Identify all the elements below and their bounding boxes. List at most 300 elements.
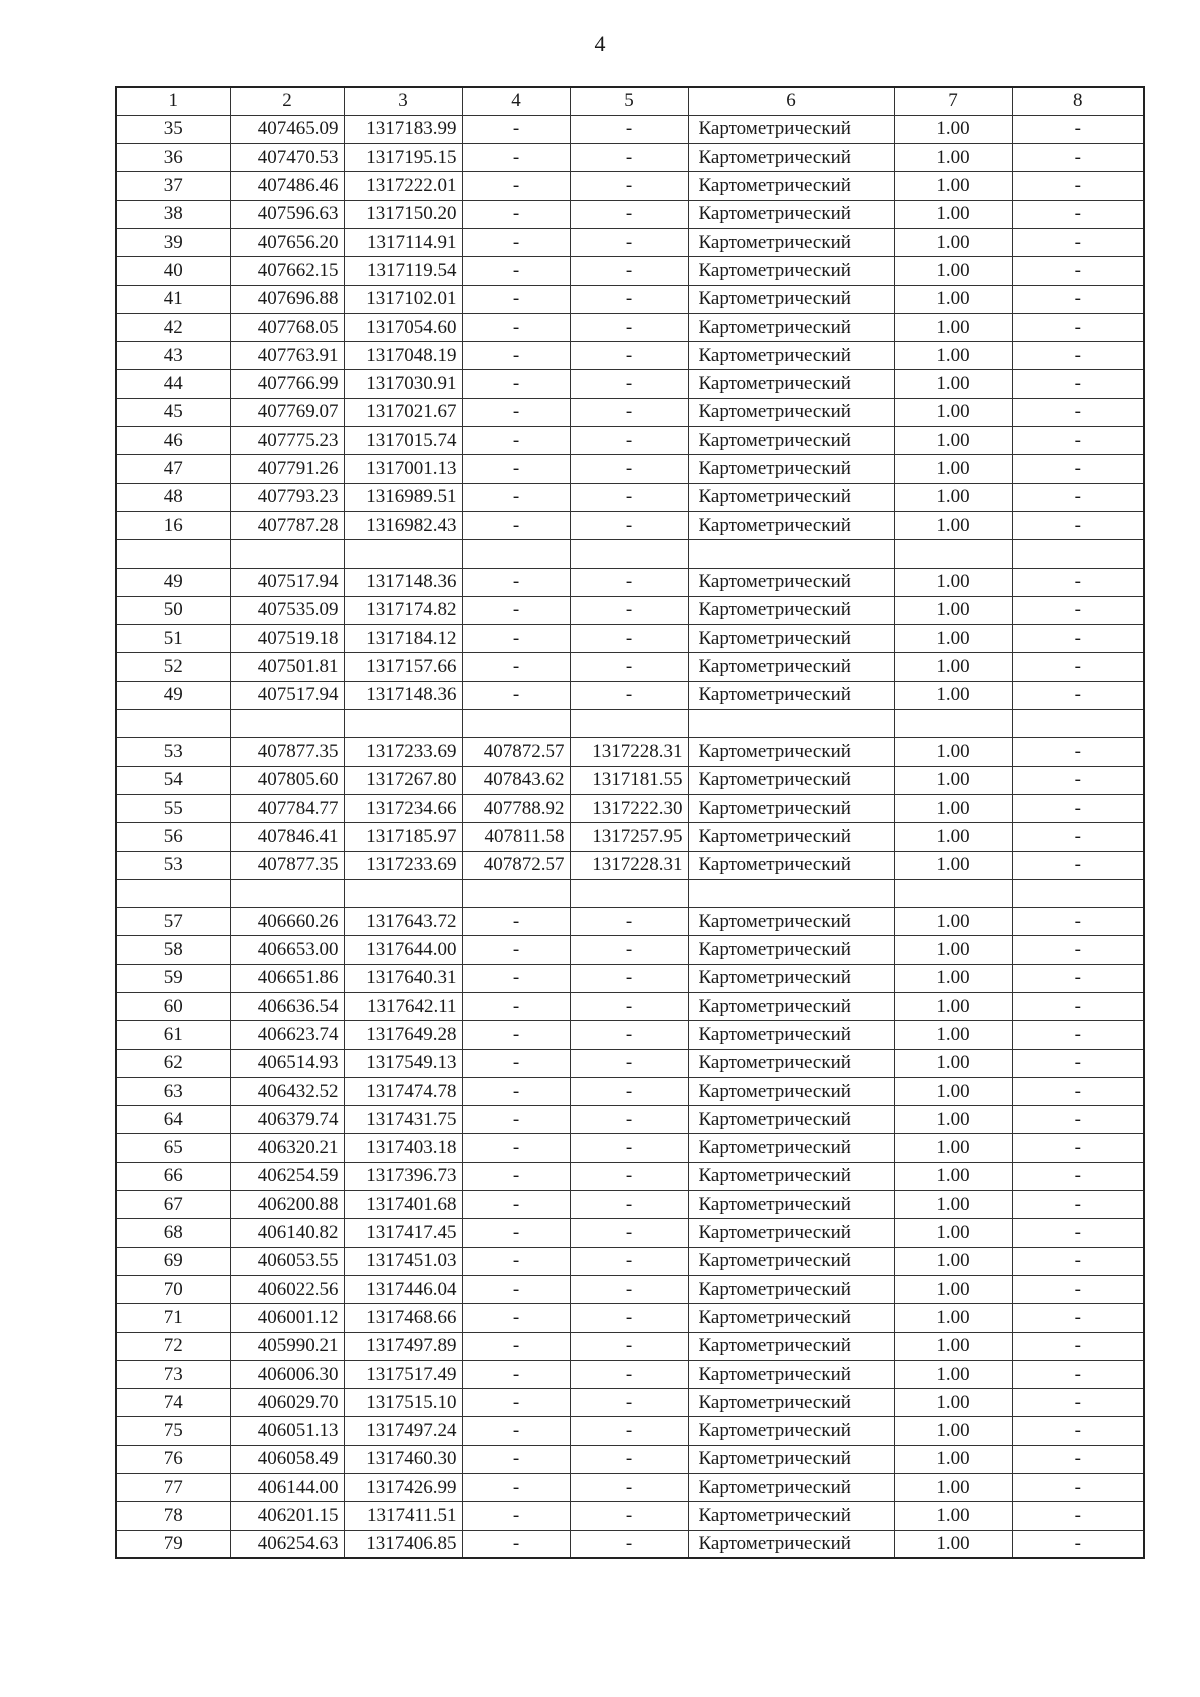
y-prev-cell: - (570, 964, 688, 992)
method-cell: Картометрический (688, 228, 894, 256)
accuracy-cell: 1.00 (894, 1247, 1012, 1275)
y-prev-cell: - (570, 653, 688, 681)
method-cell: Картометрический (688, 964, 894, 992)
method-cell: Картометрический (688, 1191, 894, 1219)
y-coordinate-cell: 1317150.20 (344, 200, 462, 228)
point-number-cell: 56 (116, 823, 230, 851)
x-coordinate-cell: 406514.93 (230, 1049, 344, 1077)
y-coordinate-cell: 1317148.36 (344, 568, 462, 596)
y-coordinate-cell: 1317643.72 (344, 908, 462, 936)
accuracy-cell: 1.00 (894, 1191, 1012, 1219)
accuracy-cell: 1.00 (894, 1530, 1012, 1558)
x-coordinate-cell: 407596.63 (230, 200, 344, 228)
coordinates-table (115, 86, 1145, 1559)
x-coordinate-cell: 407517.94 (230, 681, 344, 709)
note-cell (1012, 879, 1144, 907)
note-cell: - (1012, 115, 1144, 143)
table-separator-row (116, 710, 1144, 738)
x-prev-cell: - (462, 427, 570, 455)
method-cell: Картометрический (688, 596, 894, 624)
x-coordinate-cell: 407769.07 (230, 398, 344, 426)
point-number-cell: 37 (116, 172, 230, 200)
header-cell: 1 (116, 87, 230, 115)
x-coordinate-cell: 406651.86 (230, 964, 344, 992)
table-row (116, 851, 1144, 879)
y-prev-cell: - (570, 483, 688, 511)
method-cell: Картометрический (688, 144, 894, 172)
y-prev-cell: - (570, 228, 688, 256)
method-cell (688, 540, 894, 568)
point-number-cell (116, 879, 230, 907)
point-number-cell: 47 (116, 455, 230, 483)
method-cell: Картометрический (688, 851, 894, 879)
x-prev-cell: 407872.57 (462, 851, 570, 879)
method-cell: Картометрический (688, 908, 894, 936)
note-cell: - (1012, 1445, 1144, 1473)
y-coordinate-cell: 1317406.85 (344, 1530, 462, 1558)
table-row (116, 1417, 1144, 1445)
x-coordinate-cell: 407787.28 (230, 511, 344, 539)
table-row (116, 1077, 1144, 1105)
y-coordinate-cell (344, 540, 462, 568)
y-prev-cell: - (570, 115, 688, 143)
point-number-cell: 51 (116, 625, 230, 653)
note-cell: - (1012, 908, 1144, 936)
x-prev-cell: - (462, 144, 570, 172)
y-prev-cell: - (570, 313, 688, 341)
point-number-cell: 61 (116, 1021, 230, 1049)
y-prev-cell: - (570, 1106, 688, 1134)
y-coordinate-cell: 1316982.43 (344, 511, 462, 539)
accuracy-cell: 1.00 (894, 993, 1012, 1021)
point-number-cell: 45 (116, 398, 230, 426)
note-cell: - (1012, 1106, 1144, 1134)
x-coordinate-cell: 407486.46 (230, 172, 344, 200)
note-cell: - (1012, 1219, 1144, 1247)
accuracy-cell: 1.00 (894, 908, 1012, 936)
y-prev-cell: - (570, 455, 688, 483)
table-row (116, 738, 1144, 766)
y-coordinate-cell: 1317030.91 (344, 370, 462, 398)
note-cell: - (1012, 1417, 1144, 1445)
y-prev-cell: - (570, 257, 688, 285)
accuracy-cell: 1.00 (894, 596, 1012, 624)
note-cell: - (1012, 1077, 1144, 1105)
table-row (116, 172, 1144, 200)
x-prev-cell: - (462, 1530, 570, 1558)
x-prev-cell: - (462, 370, 570, 398)
x-coordinate-cell: 407465.09 (230, 115, 344, 143)
y-coordinate-cell: 1317195.15 (344, 144, 462, 172)
y-prev-cell: - (570, 1360, 688, 1388)
note-cell: - (1012, 200, 1144, 228)
note-cell (1012, 710, 1144, 738)
note-cell: - (1012, 1049, 1144, 1077)
x-prev-cell: - (462, 1275, 570, 1303)
y-coordinate-cell: 1317642.11 (344, 993, 462, 1021)
y-coordinate-cell: 1317184.12 (344, 625, 462, 653)
y-prev-cell: - (570, 1530, 688, 1558)
method-cell: Картометрический (688, 1332, 894, 1360)
table-row (116, 936, 1144, 964)
method-cell: Картометрический (688, 1530, 894, 1558)
method-cell: Картометрический (688, 568, 894, 596)
y-coordinate-cell: 1317431.75 (344, 1106, 462, 1134)
point-number-cell: 44 (116, 370, 230, 398)
x-coordinate-cell (230, 710, 344, 738)
table-row (116, 568, 1144, 596)
method-cell: Картометрический (688, 1389, 894, 1417)
accuracy-cell: 1.00 (894, 342, 1012, 370)
y-coordinate-cell: 1317497.24 (344, 1417, 462, 1445)
y-prev-cell: - (570, 342, 688, 370)
y-prev-cell: - (570, 908, 688, 936)
table-row (116, 455, 1144, 483)
accuracy-cell: 1.00 (894, 738, 1012, 766)
note-cell: - (1012, 625, 1144, 653)
y-coordinate-cell: 1317054.60 (344, 313, 462, 341)
x-prev-cell: - (462, 455, 570, 483)
accuracy-cell: 1.00 (894, 257, 1012, 285)
y-prev-cell: - (570, 285, 688, 313)
accuracy-cell: 1.00 (894, 398, 1012, 426)
x-coordinate-cell: 407784.77 (230, 794, 344, 822)
method-cell: Картометрический (688, 342, 894, 370)
method-cell: Картометрический (688, 398, 894, 426)
x-coordinate-cell: 407791.26 (230, 455, 344, 483)
y-coordinate-cell: 1317517.49 (344, 1360, 462, 1388)
note-cell: - (1012, 851, 1144, 879)
y-coordinate-cell: 1317233.69 (344, 851, 462, 879)
table-row (116, 1389, 1144, 1417)
x-coordinate-cell: 406432.52 (230, 1077, 344, 1105)
method-cell: Картометрический (688, 1077, 894, 1105)
x-prev-cell: 407872.57 (462, 738, 570, 766)
x-prev-cell: - (462, 1445, 570, 1473)
table-row (116, 993, 1144, 1021)
table-row (116, 1106, 1144, 1134)
y-coordinate-cell: 1317549.13 (344, 1049, 462, 1077)
table-row (116, 427, 1144, 455)
table-row (116, 342, 1144, 370)
table-row (116, 596, 1144, 624)
note-cell: - (1012, 1530, 1144, 1558)
y-coordinate-cell (344, 710, 462, 738)
point-number-cell: 70 (116, 1275, 230, 1303)
table-row (116, 1474, 1144, 1502)
accuracy-cell: 1.00 (894, 851, 1012, 879)
table-header-row (116, 87, 1144, 115)
method-cell: Картометрический (688, 1445, 894, 1473)
point-number-cell: 76 (116, 1445, 230, 1473)
point-number-cell: 78 (116, 1502, 230, 1530)
x-prev-cell: - (462, 172, 570, 200)
note-cell (1012, 540, 1144, 568)
table-row (116, 1502, 1144, 1530)
point-number-cell: 57 (116, 908, 230, 936)
x-coordinate-cell: 406636.54 (230, 993, 344, 1021)
method-cell: Картометрический (688, 511, 894, 539)
x-prev-cell: - (462, 1162, 570, 1190)
y-prev-cell: - (570, 1389, 688, 1417)
table-row (116, 1304, 1144, 1332)
note-cell: - (1012, 285, 1144, 313)
y-coordinate-cell: 1317157.66 (344, 653, 462, 681)
y-prev-cell: - (570, 1134, 688, 1162)
y-prev-cell: 1317257.95 (570, 823, 688, 851)
x-coordinate-cell: 407805.60 (230, 766, 344, 794)
accuracy-cell: 1.00 (894, 1106, 1012, 1134)
y-coordinate-cell: 1317183.99 (344, 115, 462, 143)
accuracy-cell: 1.00 (894, 200, 1012, 228)
x-coordinate-cell: 407877.35 (230, 738, 344, 766)
x-coordinate-cell: 406200.88 (230, 1191, 344, 1219)
method-cell: Картометрический (688, 1417, 894, 1445)
note-cell: - (1012, 342, 1144, 370)
accuracy-cell: 1.00 (894, 794, 1012, 822)
y-coordinate-cell: 1317468.66 (344, 1304, 462, 1332)
y-prev-cell: - (570, 398, 688, 426)
method-cell: Картометрический (688, 1275, 894, 1303)
point-number-cell: 39 (116, 228, 230, 256)
y-prev-cell: - (570, 1332, 688, 1360)
point-number-cell: 41 (116, 285, 230, 313)
x-coordinate-cell: 406053.55 (230, 1247, 344, 1275)
header-cell: 2 (230, 87, 344, 115)
y-coordinate-cell: 1317649.28 (344, 1021, 462, 1049)
method-cell: Картометрический (688, 115, 894, 143)
note-cell: - (1012, 823, 1144, 851)
y-coordinate-cell: 1317446.04 (344, 1275, 462, 1303)
accuracy-cell: 1.00 (894, 653, 1012, 681)
accuracy-cell: 1.00 (894, 823, 1012, 851)
table-row (116, 257, 1144, 285)
header-cell: 3 (344, 87, 462, 115)
x-prev-cell: - (462, 511, 570, 539)
table-row (116, 908, 1144, 936)
accuracy-cell: 1.00 (894, 172, 1012, 200)
accuracy-cell: 1.00 (894, 1077, 1012, 1105)
y-coordinate-cell: 1317234.66 (344, 794, 462, 822)
x-coordinate-cell: 406254.63 (230, 1530, 344, 1558)
accuracy-cell: 1.00 (894, 427, 1012, 455)
point-number-cell: 79 (116, 1530, 230, 1558)
note-cell: - (1012, 653, 1144, 681)
x-prev-cell: - (462, 342, 570, 370)
y-prev-cell: - (570, 596, 688, 624)
method-cell: Картометрический (688, 738, 894, 766)
y-coordinate-cell: 1317474.78 (344, 1077, 462, 1105)
note-cell: - (1012, 596, 1144, 624)
x-coordinate-cell: 407470.53 (230, 144, 344, 172)
point-number-cell: 35 (116, 115, 230, 143)
method-cell: Картометрический (688, 172, 894, 200)
x-prev-cell: - (462, 908, 570, 936)
table-row (116, 681, 1144, 709)
y-coordinate-cell: 1317267.80 (344, 766, 462, 794)
table-row (116, 144, 1144, 172)
x-coordinate-cell: 406144.00 (230, 1474, 344, 1502)
y-coordinate-cell (344, 879, 462, 907)
y-coordinate-cell: 1317148.36 (344, 681, 462, 709)
accuracy-cell: 1.00 (894, 483, 1012, 511)
accuracy-cell: 1.00 (894, 1162, 1012, 1190)
point-number-cell: 50 (116, 596, 230, 624)
method-cell: Картометрический (688, 823, 894, 851)
x-prev-cell: - (462, 285, 570, 313)
x-coordinate-cell: 406623.74 (230, 1021, 344, 1049)
point-number-cell: 59 (116, 964, 230, 992)
x-coordinate-cell: 406201.15 (230, 1502, 344, 1530)
table-row (116, 1134, 1144, 1162)
accuracy-cell: 1.00 (894, 625, 1012, 653)
x-prev-cell: - (462, 936, 570, 964)
y-prev-cell: 1317228.31 (570, 851, 688, 879)
x-prev-cell: - (462, 625, 570, 653)
x-coordinate-cell: 407656.20 (230, 228, 344, 256)
note-cell: - (1012, 1191, 1144, 1219)
note-cell: - (1012, 455, 1144, 483)
table-row (116, 398, 1144, 426)
x-prev-cell: - (462, 1360, 570, 1388)
y-prev-cell: - (570, 1049, 688, 1077)
x-prev-cell: 407843.62 (462, 766, 570, 794)
x-prev-cell: - (462, 483, 570, 511)
x-prev-cell: - (462, 653, 570, 681)
note-cell: - (1012, 1360, 1144, 1388)
x-coordinate-cell: 406320.21 (230, 1134, 344, 1162)
point-number-cell: 40 (116, 257, 230, 285)
y-prev-cell: - (570, 370, 688, 398)
table-row (116, 483, 1144, 511)
x-prev-cell: - (462, 964, 570, 992)
method-cell: Картометрический (688, 1049, 894, 1077)
y-prev-cell (570, 540, 688, 568)
accuracy-cell: 1.00 (894, 1445, 1012, 1473)
x-prev-cell: - (462, 1502, 570, 1530)
y-coordinate-cell: 1317403.18 (344, 1134, 462, 1162)
table-row (116, 1530, 1144, 1558)
y-prev-cell (570, 710, 688, 738)
point-number-cell: 66 (116, 1162, 230, 1190)
method-cell: Картометрический (688, 483, 894, 511)
note-cell: - (1012, 1474, 1144, 1502)
y-coordinate-cell: 1317021.67 (344, 398, 462, 426)
x-coordinate-cell: 407501.81 (230, 653, 344, 681)
header-cell: 7 (894, 87, 1012, 115)
point-number-cell: 60 (116, 993, 230, 1021)
y-prev-cell: - (570, 200, 688, 228)
table-row (116, 1162, 1144, 1190)
method-cell: Картометрический (688, 625, 894, 653)
x-coordinate-cell: 406058.49 (230, 1445, 344, 1473)
accuracy-cell: 1.00 (894, 1304, 1012, 1332)
point-number-cell: 77 (116, 1474, 230, 1502)
x-prev-cell: - (462, 115, 570, 143)
method-cell: Картометрический (688, 1134, 894, 1162)
header-cell: 4 (462, 87, 570, 115)
note-cell: - (1012, 144, 1144, 172)
x-prev-cell: - (462, 1134, 570, 1162)
x-prev-cell: 407788.92 (462, 794, 570, 822)
x-coordinate-cell: 406006.30 (230, 1360, 344, 1388)
y-coordinate-cell: 1317174.82 (344, 596, 462, 624)
note-cell: - (1012, 993, 1144, 1021)
method-cell: Картометрический (688, 681, 894, 709)
table-row (116, 1275, 1144, 1303)
y-prev-cell: - (570, 1162, 688, 1190)
y-prev-cell: - (570, 625, 688, 653)
table-row (116, 370, 1144, 398)
y-coordinate-cell: 1317233.69 (344, 738, 462, 766)
note-cell: - (1012, 228, 1144, 256)
x-prev-cell: - (462, 1389, 570, 1417)
note-cell: - (1012, 427, 1144, 455)
x-coordinate-cell: 407519.18 (230, 625, 344, 653)
note-cell: - (1012, 738, 1144, 766)
method-cell: Картометрический (688, 1162, 894, 1190)
y-prev-cell: - (570, 1445, 688, 1473)
point-number-cell: 53 (116, 738, 230, 766)
x-coordinate-cell: 407662.15 (230, 257, 344, 285)
method-cell: Картометрический (688, 200, 894, 228)
x-coordinate-cell: 406051.13 (230, 1417, 344, 1445)
method-cell: Картометрический (688, 1247, 894, 1275)
x-prev-cell: 407811.58 (462, 823, 570, 851)
point-number-cell: 43 (116, 342, 230, 370)
table-row (116, 285, 1144, 313)
note-cell: - (1012, 398, 1144, 426)
y-prev-cell: - (570, 1021, 688, 1049)
x-coordinate-cell: 407517.94 (230, 568, 344, 596)
method-cell: Картометрический (688, 1502, 894, 1530)
accuracy-cell: 1.00 (894, 1219, 1012, 1247)
y-coordinate-cell: 1317640.31 (344, 964, 462, 992)
x-coordinate-cell: 406653.00 (230, 936, 344, 964)
y-coordinate-cell: 1317048.19 (344, 342, 462, 370)
x-coordinate-cell: 407696.88 (230, 285, 344, 313)
x-prev-cell: - (462, 993, 570, 1021)
x-coordinate-cell: 406029.70 (230, 1389, 344, 1417)
accuracy-cell: 1.00 (894, 455, 1012, 483)
accuracy-cell: 1.00 (894, 1360, 1012, 1388)
method-cell (688, 879, 894, 907)
method-cell: Картометрический (688, 427, 894, 455)
y-prev-cell: - (570, 936, 688, 964)
y-prev-cell: - (570, 1219, 688, 1247)
x-coordinate-cell: 407766.99 (230, 370, 344, 398)
note-cell: - (1012, 1162, 1144, 1190)
y-coordinate-cell: 1317001.13 (344, 455, 462, 483)
x-coordinate-cell: 405990.21 (230, 1332, 344, 1360)
method-cell: Картометрический (688, 936, 894, 964)
page-number: 4 (594, 31, 606, 56)
x-prev-cell: - (462, 1191, 570, 1219)
point-number-cell: 71 (116, 1304, 230, 1332)
accuracy-cell (894, 879, 1012, 907)
table-row (116, 964, 1144, 992)
x-coordinate-cell (230, 540, 344, 568)
method-cell: Картометрический (688, 794, 894, 822)
accuracy-cell: 1.00 (894, 1134, 1012, 1162)
table-row (116, 766, 1144, 794)
y-coordinate-cell: 1317401.68 (344, 1191, 462, 1219)
y-coordinate-cell: 1317119.54 (344, 257, 462, 285)
table-row (116, 200, 1144, 228)
y-coordinate-cell: 1317497.89 (344, 1332, 462, 1360)
note-cell: - (1012, 1134, 1144, 1162)
x-coordinate-cell: 406660.26 (230, 908, 344, 936)
